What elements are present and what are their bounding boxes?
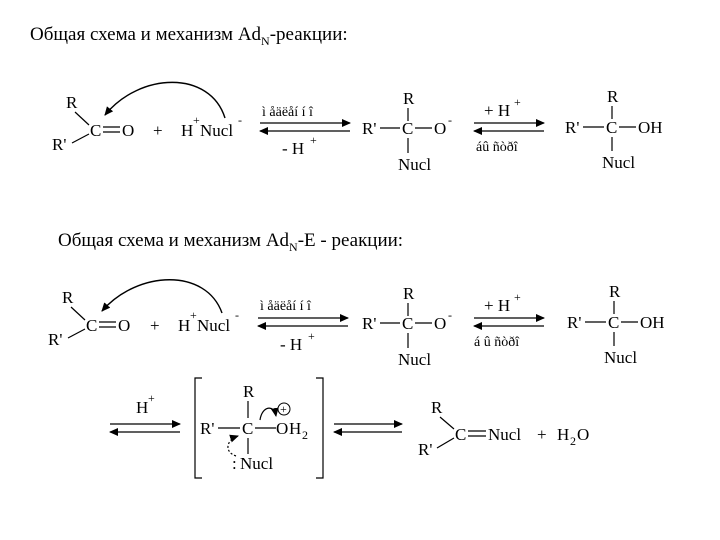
r2-o-label: O <box>118 316 131 335</box>
row3-int-r-label: R <box>243 382 255 401</box>
heading-adn-main: Общая схема и механизм Ad <box>30 24 262 45</box>
r2-int-c-label: C <box>402 314 414 333</box>
arrow-label-fast: áû ñòðî <box>476 140 518 155</box>
r2-h-label: H <box>178 316 191 335</box>
plus-h-sup: + <box>514 95 521 109</box>
nucl-minus-sup: - <box>238 113 242 127</box>
r2-minus-h-sup: + <box>308 329 315 343</box>
r2-plus-h-sup: + <box>514 290 521 304</box>
heading-adn-e-sub: N <box>289 239 298 254</box>
row3-int-nucl-label: Nucl <box>240 454 274 473</box>
r2-arrow-label-slow: ì åäëåí í î <box>260 299 311 314</box>
row3-prod-bond-rprime <box>437 438 454 448</box>
bond-r-c <box>75 112 89 125</box>
o-label: O <box>122 121 135 140</box>
r2-rprime-label: R' <box>48 330 63 349</box>
r-prime-label: R' <box>52 135 67 154</box>
water-h-label: H <box>557 425 570 444</box>
r2-bond-rprime-c <box>68 329 85 338</box>
int-c-label: C <box>402 119 414 138</box>
water-o-label: O <box>577 425 590 444</box>
bond-rprime-c <box>72 134 89 143</box>
arrow-label-slow: ì åäëåí í î <box>262 105 313 120</box>
row-1 <box>52 82 663 174</box>
prod-oh-label: OH <box>638 118 663 137</box>
bracket-right <box>316 378 323 478</box>
plus-sign: + <box>153 121 163 140</box>
row3-int-o-label: O <box>276 419 289 438</box>
r2-plus-sign: + <box>150 316 160 335</box>
r2-h-plus-sup: + <box>190 308 197 322</box>
r2-prod-oh-label: OH <box>640 313 665 332</box>
row3-int-c-label: C <box>242 419 254 438</box>
row-2 <box>48 280 665 369</box>
water-sub2: 2 <box>570 434 576 448</box>
row3-prod-r-label: R <box>431 398 443 417</box>
r2-int-r-label: R <box>403 284 415 303</box>
row-3 <box>110 378 589 478</box>
row3-h-plus-sup: + <box>148 391 155 405</box>
h-label: H <box>181 121 194 140</box>
prod-rprime-label: R' <box>565 118 580 137</box>
minus-h-label: - H <box>282 139 305 158</box>
int-rprime-label: R' <box>362 119 377 138</box>
row3-int-h-label: H <box>289 419 302 438</box>
r2-curved-arrow-attack <box>102 280 222 313</box>
prod-c-label: C <box>606 118 618 137</box>
r2-int-o-minus: - <box>448 308 452 322</box>
int-o-label: O <box>434 119 447 138</box>
row3-prod-nucl-label: Nucl <box>488 425 522 444</box>
r2-int-o-label: O <box>434 314 447 333</box>
row3-prod-bond-r <box>440 417 454 429</box>
heading-adn-tail: -реакции: <box>269 24 348 45</box>
r2-prod-r-label: R <box>609 282 621 301</box>
c-label: C <box>90 121 102 140</box>
r-label: R <box>66 93 78 112</box>
nucl-reagent: Nucl <box>200 121 234 140</box>
row3-prod-rprime-label: R' <box>418 440 433 459</box>
row3-lone-pair: : <box>232 454 237 473</box>
row3-h-label: H <box>136 398 149 417</box>
r2-plus-h-label: + H <box>484 296 511 315</box>
heading-adn-sub: N <box>261 33 270 48</box>
r2-nucl-minus-sup: - <box>235 308 239 322</box>
row3-int-rprime-label: R' <box>200 419 215 438</box>
minus-h-sup: + <box>310 133 317 147</box>
lone-pair-arrow <box>228 436 238 456</box>
circled-plus-sign: + <box>280 402 287 416</box>
r2-arrow-label-fast: á û ñòðî <box>474 335 520 350</box>
r2-nucl-reagent: Nucl <box>197 316 231 335</box>
r2-bond-r-c <box>71 307 85 320</box>
r2-prod-nucl-label: Nucl <box>604 348 638 367</box>
r2-prod-c-label: C <box>608 313 620 332</box>
curved-arrow-attack <box>105 82 225 118</box>
row3-plus-sign: + <box>537 425 547 444</box>
r2-r-label: R <box>62 288 74 307</box>
prod-r-label: R <box>607 87 619 106</box>
plus-h-label: + H <box>484 101 511 120</box>
heading-adn-e-main: Общая схема и механизм Ad <box>58 230 290 251</box>
prod-nucl-label: Nucl <box>602 153 636 172</box>
int-o-minus: - <box>448 113 452 127</box>
row3-int-sub2: 2 <box>302 428 308 442</box>
r2-int-rprime-label: R' <box>362 314 377 333</box>
int-nucl-label: Nucl <box>398 155 432 174</box>
row3-prod-c-label: C <box>455 425 467 444</box>
r2-prod-rprime-label: R' <box>567 313 582 332</box>
r2-minus-h-label: - H <box>280 335 303 354</box>
int-r-label: R <box>403 89 415 108</box>
r2-c-label: C <box>86 316 98 335</box>
leaving-group-arrow <box>260 408 276 420</box>
heading-adn-e-tail: -E - реакции: <box>297 230 404 251</box>
r2-int-nucl-label: Nucl <box>398 350 432 369</box>
h-plus-sup: + <box>193 113 200 127</box>
